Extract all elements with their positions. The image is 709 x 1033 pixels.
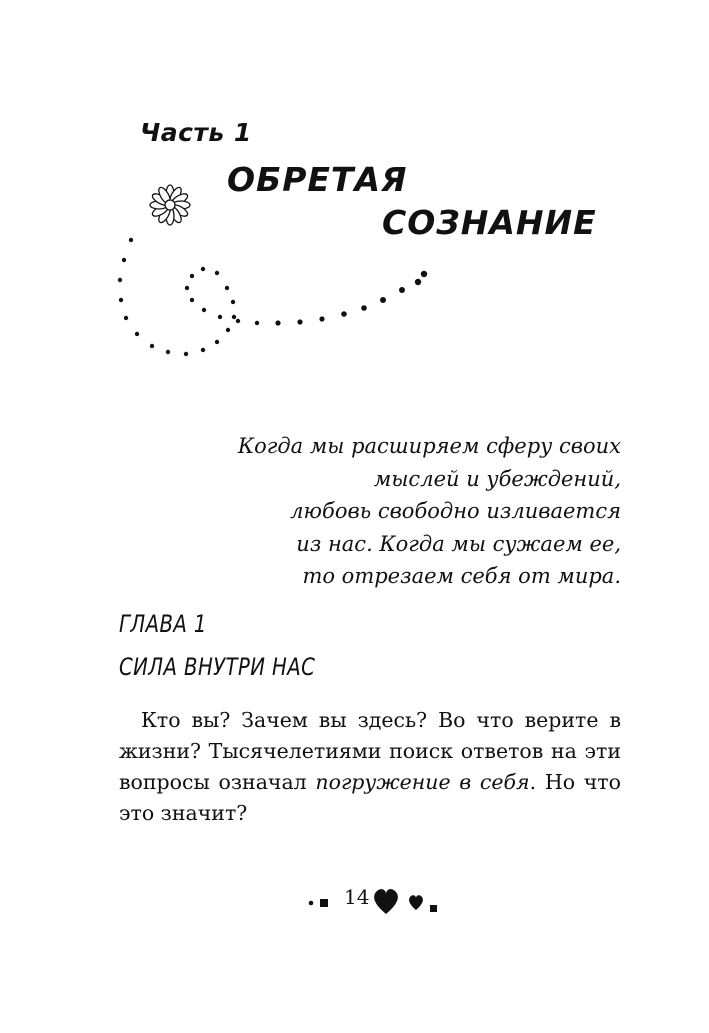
chapter-title: СИЛА ВНУТРИ НАС — [119, 653, 316, 681]
part-title-line-1: ОБРЕТАЯ — [227, 160, 408, 199]
part-title-line-2: СОЗНАНИЕ — [382, 203, 597, 242]
epigraph-line: то отрезаем себя от мира. — [302, 564, 621, 588]
epigraph-line: из нас. Когда мы сужаем ее, — [296, 531, 621, 556]
part-label: Часть 1 — [140, 118, 252, 147]
footer-dots-icon — [300, 880, 340, 920]
epigraph-line: любовь свободно изливается — [290, 499, 621, 523]
epigraph-line: мыслей и убеждений, — [373, 466, 621, 491]
dotted-swirl-dots — [118, 238, 427, 356]
body-paragraph — [119, 705, 621, 829]
chapter-number: ГЛАВА 1 — [119, 610, 207, 638]
body-text — [119, 705, 621, 829]
body-text-end: . Но что это значит? — [119, 770, 621, 825]
heart-icon — [370, 880, 480, 920]
page-footer — [300, 880, 450, 920]
body-text-start: Кто вы? Зачем вы здесь? Во что верите в жизни? Тысячелетиями поиск ответов на эти вопросы означал — [119, 708, 621, 794]
body-text-emphasis: погружение в себя — [315, 770, 530, 794]
page-number: 14 — [344, 885, 370, 909]
epigraph-line: Когда мы расширяем сферу своих — [237, 434, 621, 458]
epigraph — [201, 430, 621, 593]
daisy-icon — [150, 185, 190, 225]
dotted-swirl-decoration — [100, 170, 460, 370]
